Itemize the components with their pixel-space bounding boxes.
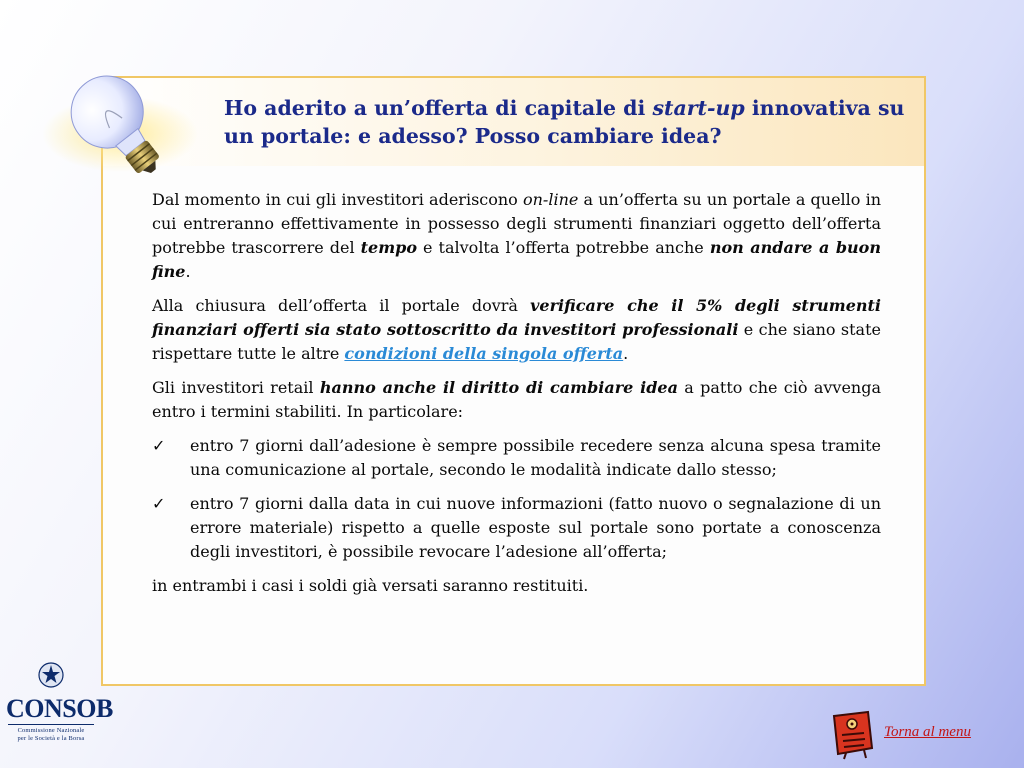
- logo-divider: [8, 724, 94, 725]
- consob-logo: [6, 660, 113, 766]
- p1-text-4: .: [185, 262, 191, 281]
- p1-text-2: a un’offerta su un portale a quello in cui entreranno effettivamente in possesso degli strumenti finanziari oggetto dell’offerta potrebbe trascorrere del: [152, 190, 881, 257]
- menu-board-icon[interactable]: [828, 708, 880, 764]
- page-title: [224, 94, 914, 150]
- logo-subtitle-2: per le Società e la Borsa: [17, 735, 85, 742]
- p1-bold-failure: non andare a buon fine: [152, 238, 881, 281]
- list-item: [152, 434, 881, 482]
- conditions-list: [152, 434, 881, 564]
- offer-conditions-link[interactable]: condizioni della singola offerta: [344, 344, 624, 363]
- emblem-icon: [37, 660, 65, 690]
- list-item-text: entro 7 giorni dalla data in cui nuove informazioni (fatto nuovo o segnalazione di un errore materiale) rispetto a quelle esposte sul portale sono portate a conoscenza degli investitori, è possibile revocare l’adesione all’offerta;: [190, 494, 881, 561]
- title-text-end: innovativa su un portale: e adesso? Posso cambiare idea?: [224, 96, 905, 148]
- logo-subtitle-1: Commissione Nazionale: [17, 727, 85, 734]
- list-item-text: entro 7 giorni dall’adesione è sempre possibile recedere senza alcuna spesa tramite una comunicazione al portale, secondo le modalità indicate dallo stesso;: [190, 436, 881, 479]
- p3-bold-right: hanno anche il diritto di cambiare idea: [319, 378, 678, 397]
- body-text: [152, 188, 881, 608]
- p2-text-1: Alla chiusura dell’offerta il portale dovrà: [152, 296, 531, 315]
- paragraph-timing: [152, 188, 881, 284]
- title-text-start: Ho aderito a un’offerta di capitale di: [224, 96, 653, 120]
- paragraph-withdrawal-right: [152, 376, 881, 424]
- p2-text-3: .: [623, 344, 629, 363]
- check-icon: ✓: [152, 494, 166, 513]
- paragraph-refund: in entrambi i casi i soldi già versati saranno restituiti.: [152, 576, 589, 595]
- back-to-menu-link[interactable]: Torna al menu: [884, 724, 971, 740]
- logo-name: CONSOB: [6, 694, 113, 723]
- p1-text-1: Dal momento in cui gli investitori aderiscono: [152, 190, 523, 209]
- p3-text-1: Gli investitori retail: [152, 378, 320, 397]
- p1-text-3: e talvolta l’offerta potrebbe anche: [417, 238, 710, 257]
- list-item: [152, 492, 881, 564]
- light-bulb-icon: [40, 52, 240, 181]
- title-italic-term: start-up: [652, 96, 745, 120]
- p1-bold-tempo: tempo: [360, 238, 417, 257]
- p2-bold-verify: verificare che il 5% degli strumenti finanziari offerti sia stato sottoscritto da investitori professionali: [152, 296, 882, 339]
- p3-text-2: a patto che ciò avvenga entro i termini stabiliti. In particolare:: [152, 378, 882, 421]
- p1-italic-online: on-line: [522, 190, 579, 209]
- paragraph-closing-check: [152, 294, 881, 366]
- check-icon: ✓: [152, 436, 166, 455]
- p2-text-2: e che siano state rispettare tutte le altre: [152, 320, 881, 363]
